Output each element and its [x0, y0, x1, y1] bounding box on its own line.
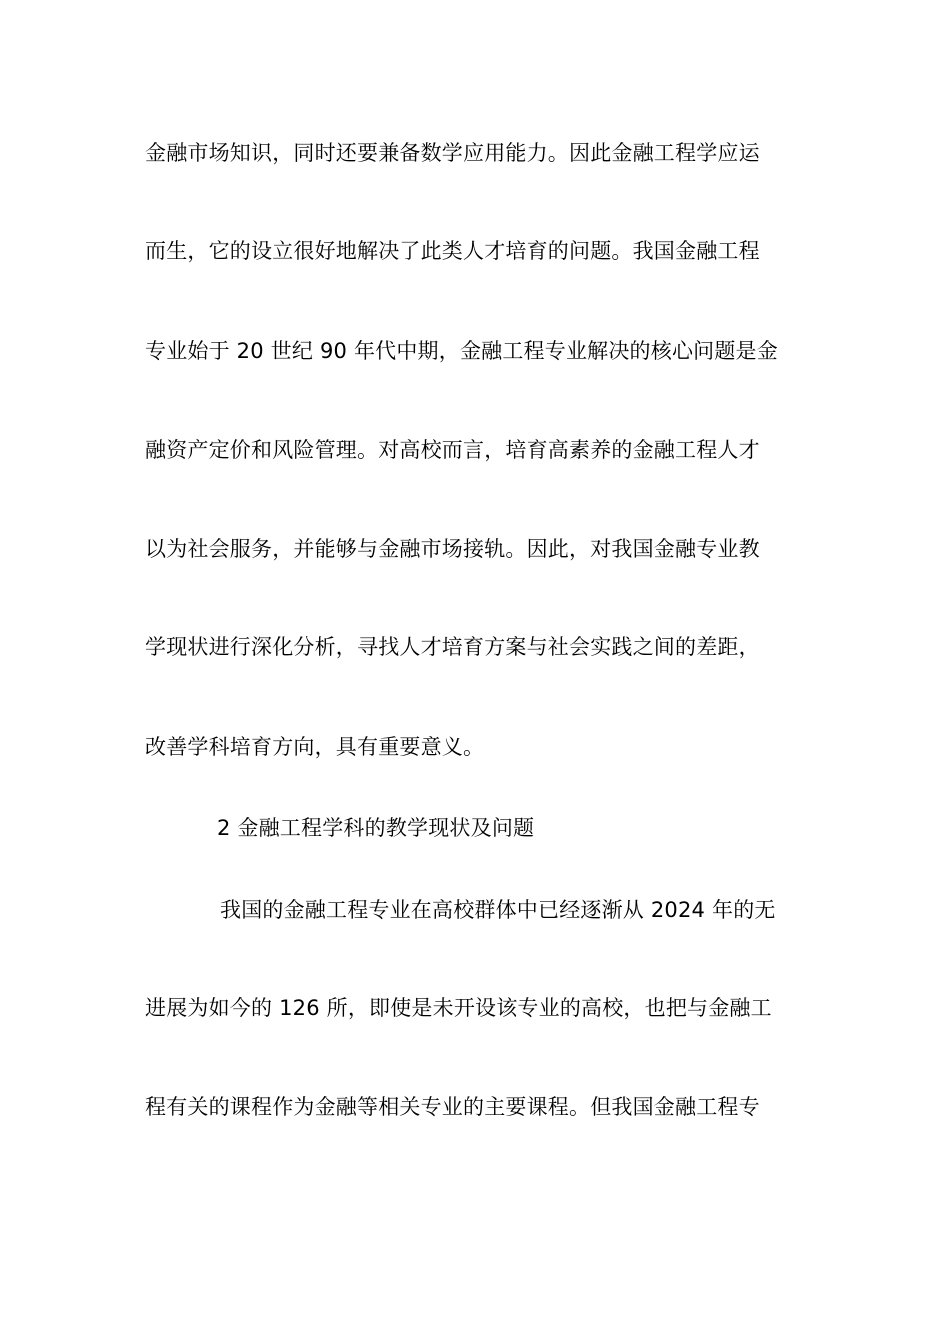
paragraph-line: 融资产定价和风险管理。对高校而言，培育高素养的金融工程人才 — [145, 438, 760, 462]
paragraph-line: 改善学科培育方向，具有重要意义。 — [145, 735, 485, 759]
paragraph-line: 而生，它的设立很好地解决了此类人才培育的问题。我国金融工程 — [145, 239, 760, 263]
paragraph-line: 学现状进行深化分析，寻找人才培育方案与社会实践之间的差距， — [145, 635, 760, 659]
paragraph-line: 专业始于 20 世纪 90 年代中期，金融工程专业解决的核心问题是金 — [145, 339, 778, 363]
paragraph-line: 进展为如今的 126 所，即使是未开设该专业的高校，也把与金融工 — [145, 996, 772, 1020]
paragraph-line: 以为社会服务，并能够与金融市场接轨。因此，对我国金融专业教 — [145, 537, 760, 561]
paragraph-line: 金融市场知识，同时还要兼备数学应用能力。因此金融工程学应运 — [145, 141, 760, 165]
paragraph-line: 程有关的课程作为金融等相关专业的主要课程。但我国金融工程专 — [145, 1095, 760, 1119]
paragraph-line: 我国的金融工程专业在高校群体中已经逐渐从 2024 年的无 — [220, 898, 776, 922]
section-heading: 2 金融工程学科的教学现状及问题 — [217, 816, 535, 840]
